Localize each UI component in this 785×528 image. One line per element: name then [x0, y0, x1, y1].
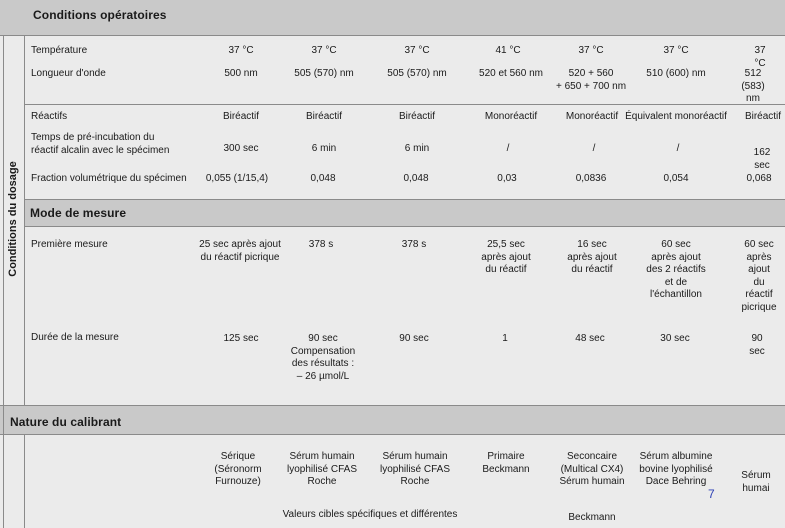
cell-reactifs: Biréactif — [305, 111, 343, 122]
row-label-fraction-volumetrique: Fraction volumétrique du spécimen — [31, 173, 187, 184]
section-header-mode-de-mesure — [24, 199, 785, 227]
cell-duree-mesure: 48 sec — [575, 333, 605, 344]
cell-calibrant: Sérum humai — [741, 470, 771, 494]
cell-fraction-volumetrique: 0,055 (1/15,4) — [205, 173, 269, 184]
side-divider — [24, 36, 25, 405]
cell-duree-mesure: 90 sec — [399, 333, 429, 344]
cell-temps-preincubation: / — [506, 143, 510, 154]
section-title: Nature du calibrant — [10, 415, 122, 429]
cell-temps-preincubation: 6 min — [404, 143, 430, 154]
cell-temps-preincubation: / — [592, 143, 596, 154]
cell-premiere-mesure: 378 s — [308, 239, 334, 250]
side-label-text: Conditions du dosage — [7, 161, 19, 277]
row-label-reactifs: Réactifs — [31, 111, 68, 122]
cell-fraction-volumetrique: 0,048 — [403, 173, 429, 184]
cell-longueur-onde: 505 (570) nm — [387, 68, 447, 79]
row-label-premiere-mesure: Première mesure — [31, 239, 108, 250]
section-title: Conditions opératoires — [33, 8, 167, 22]
cell-premiere-mesure: 378 s — [401, 239, 427, 250]
cell-reactifs: Monoréactif — [484, 111, 538, 122]
cell-reactifs: Équivalent monoréactif — [625, 111, 727, 122]
row-divider — [24, 104, 785, 105]
cell-temperature: 37 °C — [663, 45, 689, 56]
cell-temps-preincubation: 162 sec — [753, 147, 771, 171]
cell-longueur-onde: 510 (600) nm — [646, 68, 706, 79]
cell-temperature: 37 °C — [228, 45, 254, 56]
cell-longueur-onde: 505 (570) nm — [294, 68, 354, 79]
calibrant-beckmann: Beckmann — [568, 512, 616, 523]
cell-reactifs: Biréactif — [398, 111, 436, 122]
cell-temps-preincubation: 6 min — [311, 143, 337, 154]
cell-duree-mesure: 90 sec — [749, 333, 765, 357]
cell-calibrant: Seconcaire (Multical CX4) Sérum humain — [559, 451, 625, 487]
cell-premiere-mesure: 60 sec après ajout des 2 réactifs et de l'échantillon — [646, 239, 706, 300]
cell-calibrant: Sérum albumine bovine lyophilisé Dace Behring — [639, 451, 713, 487]
cell-longueur-onde: 520 et 560 nm — [479, 68, 543, 79]
cell-premiere-mesure: 25 sec après ajout du réactif picrique — [199, 239, 281, 263]
cell-duree-mesure: 1 — [502, 333, 508, 344]
calibrant-footnote: Valeurs cibles spécifiques et différentes — [282, 509, 458, 520]
calibrant-divider — [24, 435, 25, 528]
row-label-duree-mesure: Durée de la mesure — [31, 332, 119, 343]
cell-temperature: 37 °C — [578, 45, 604, 56]
cell-duree-mesure: 30 sec — [660, 333, 690, 344]
cell-premiere-mesure: 60 sec après ajout du réactif picrique — [741, 239, 777, 313]
cell-longueur-onde: 520 + 560 + 650 + 700 nm — [555, 68, 627, 92]
cell-reactifs: Biréactif — [222, 111, 260, 122]
cell-longueur-onde: 500 nm — [224, 68, 258, 79]
cell-premiere-mesure: 25,5 sec après ajout du réactif — [481, 239, 531, 275]
cell-calibrant: Primaire Beckmann — [482, 451, 530, 475]
cell-temps-preincubation: / — [676, 143, 680, 154]
cell-reactifs: Biréactif — [744, 111, 782, 122]
cell-fraction-volumetrique: 0,0836 — [575, 173, 607, 184]
handwritten-mark: 7 — [708, 487, 715, 501]
cell-calibrant: Sérique (Séronorm Furnouze) — [214, 451, 262, 487]
section-header-nature-du-calibrant — [0, 405, 785, 435]
cell-fraction-volumetrique: 0,068 — [746, 173, 772, 184]
side-label — [3, 38, 23, 400]
cell-fraction-volumetrique: 0,054 — [663, 173, 689, 184]
cell-fraction-volumetrique: 0,03 — [497, 173, 517, 184]
cell-temperature: 37 °C — [311, 45, 337, 56]
cell-reactifs: Monoréactif — [565, 111, 619, 122]
cell-duree-mesure: 125 sec — [223, 333, 259, 344]
cell-duree-mesure: 90 sec Compensation des résultats : – 26 µmol/L — [290, 333, 356, 382]
cell-temps-preincubation: 300 sec — [223, 143, 259, 154]
cell-calibrant: Sérum humain lyophilisé CFAS Roche — [286, 451, 358, 487]
cell-calibrant: Sérum humain lyophilisé CFAS Roche — [379, 451, 451, 487]
cell-premiere-mesure: 16 sec après ajout du réactif — [567, 239, 617, 275]
row-label-longueur-onde: Longueur d'onde — [31, 68, 106, 79]
cell-temperature: 37 °C — [404, 45, 430, 56]
cell-temperature: 41 °C — [495, 45, 521, 56]
row-label-temperature: Température — [31, 45, 88, 56]
section-header-conditions-operatoires — [0, 0, 785, 36]
section-title: Mode de mesure — [30, 206, 127, 220]
cell-longueur-onde: 512 (583) nm — [741, 68, 765, 104]
cell-temperature: 37 °C — [754, 45, 766, 69]
row-label-temps-preincubation: Temps de pré-incubation du réactif alcalin avec le spécimen — [31, 132, 170, 156]
cell-fraction-volumetrique: 0,048 — [310, 173, 336, 184]
